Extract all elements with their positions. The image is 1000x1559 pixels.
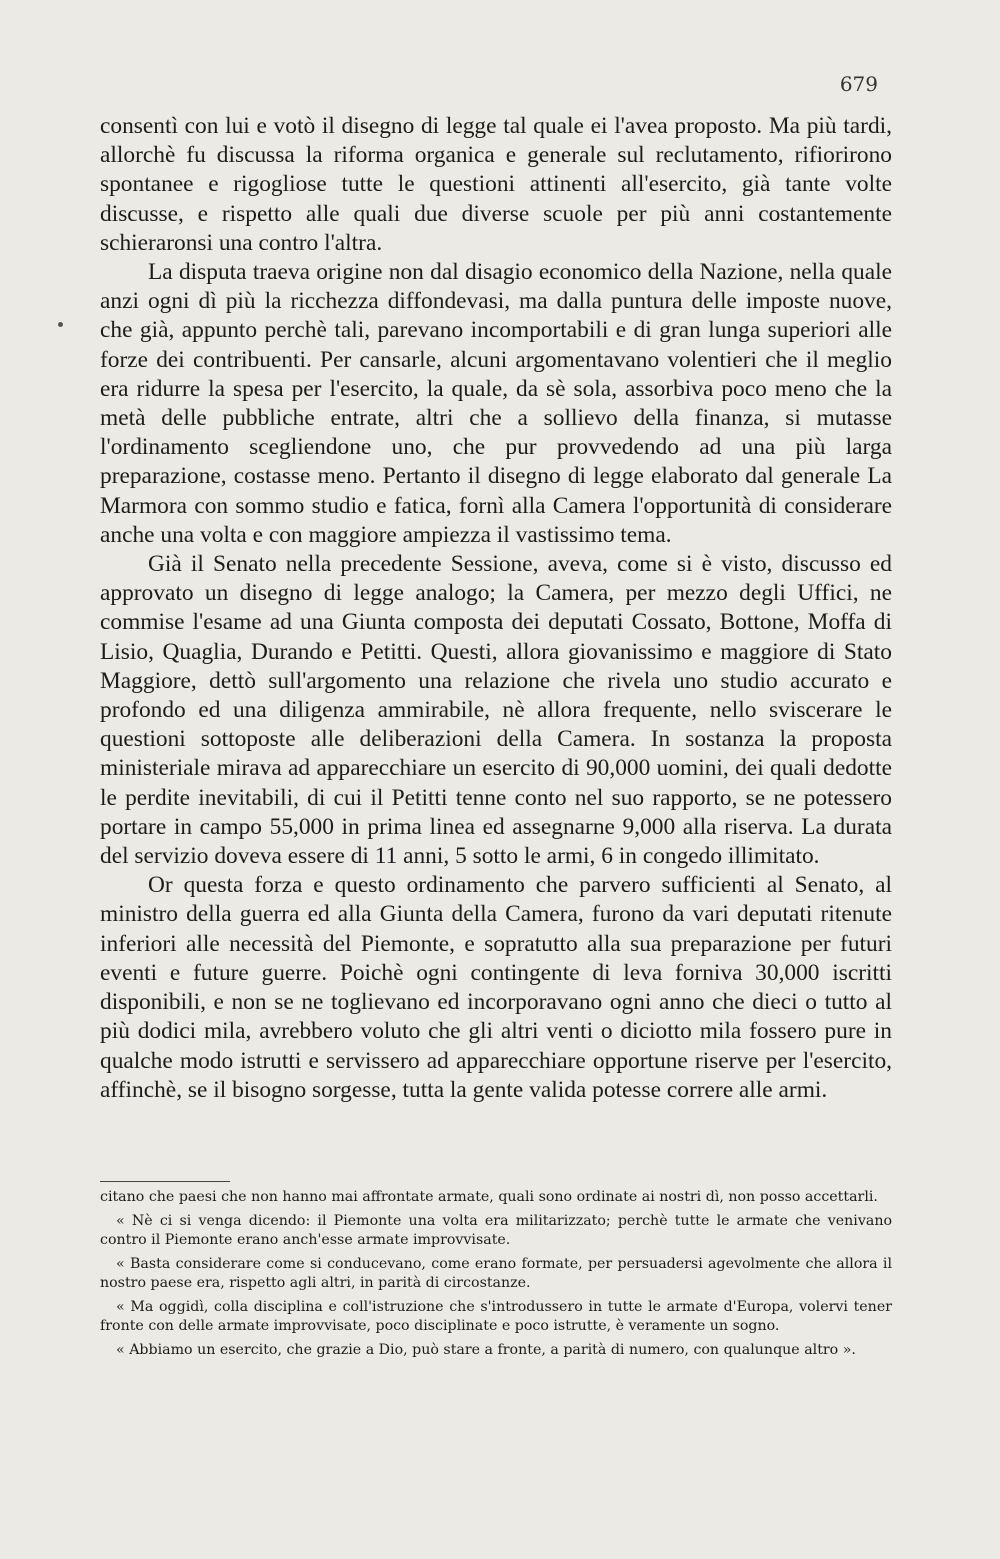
footnotes (100, 1188, 892, 1364)
footnote: citano che paesi che non hanno mai affrontate armate, quali sono ordinate ai nostri dì, non posso accettarli. (100, 1189, 878, 1205)
paragraph: La disputa traeva origine non dal disagio economico della Nazione, nella quale anzi ogni dì più la ricchezza diffondevasi, ma dalla puntura delle imposte nuove, che già, appunto perchè tali, parevano incomportabili e di gran lunga superiori alle forze dei contribuenti. Per cansarle, alcuni argomentavano volentieri che il meglio era ridurre la spesa per l'esercito, la quale, da sè sola, assorbiva poco meno che la metà delle pubbliche entrate, altri che a sollievo della finanza, si mutasse l'ordinamento scegliendone uno, che pur provvedendo ad una più larga preparazione, costasse meno. Pertanto il disegno di legge elaborato dal generale La Marmora con sommo studio e fatica, fornì alla Camera l'opportunità di considerare anche una volta e con maggiore ampiezza il vastissimo tema. (100, 259, 892, 548)
paragraph: Già il Senato nella precedente Sessione, aveva, come si è visto, discusso ed approvato un disegno di legge analogo; la Camera, per mezzo degli Uffici, ne commise l'esame ad una Giunta composta dei deputati Cossato, Bottone, Moffa di Lisio, Quaglia, Durando e Petitti. Questi, allora giovanissimo e maggiore di Stato Maggiore, dettò sull'argomento una relazione che rivela uno studio accurato e profondo ed una diligenza ammirabile, nè allora frequente, nello sviscerare le questioni sottoposte alle deliberazioni della Camera. In sostanza la proposta ministeriale mirava ad apparecchiare un esercito di 90,000 uomini, dei quali dedotte le perdite inevitabili, di cui il Petitti tenne conto nel suo rapporto, se ne potessero portare in campo 55,000 in prima linea ed assegnarne 9,000 alla riserva. La durata del servizio doveva essere di 11 anni, 5 sotto le armi, 6 in congedo illimitato. (100, 551, 892, 870)
paragraph: consentì con lui e votò il disegno di legge tal quale ei l'avea proposto. Ma più tardi, allorchè fu discussa la riforma organica e generale sul reclutamento, rifiorirono spontanee e rigogliose tutte le questioni attinenti all'esercito, già tante volte discusse, e rispetto alle quali due diverse scuole per più anni costantemente schieraronsi una contro l'altra. (100, 113, 892, 256)
footnote: « Basta considerare come si conducevano, come erano formate, per persuadersi agevolmente che allora il nostro paese era, rispetto agli altri, in parità di circostanze. (100, 1255, 892, 1291)
footnote: « Nè ci si venga dicendo: il Piemonte una volta era militarizzato; perchè tutte le armate che venivano contro il Piemonte erano anch'esse armate improvvisate. (100, 1212, 892, 1248)
margin-mark (58, 322, 63, 327)
paragraph: Or questa forza e questo ordinamento che parvero sufficienti al Senato, al ministro della guerra ed alla Giunta della Camera, furono da vari deputati ritenute inferiori alle necessità del Piemonte, e sopratutto alla sua preparazione per futuri eventi e future guerre. Poichè ogni contingente di leva forniva 30,000 iscritti disponibili, e non se ne toglievano ed incorporavano ogni anno che dieci o tutto al più dodici mila, avrebbero voluto che gli altri venti o diciotto mila fossero pure in qualche modo istrutti e servissero ad apparecchiare opportune riserve per l'esercito, affinchè, se il bisogno sorgesse, tutta la gente valida potesse correre alle armi. (100, 872, 892, 1103)
page-number: 679 (839, 72, 878, 96)
footnote: « Ma oggidì, colla disciplina e coll'istruzione che s'introdussero in tutte le armate d'Europa, volervi tener fronte con delle armate improvvisate, poco disciplinate e poco istrutte, è veramente un sogno. (100, 1298, 892, 1334)
main-text (100, 112, 892, 1105)
footnote-separator (100, 1181, 230, 1182)
footnote: « Abbiamo un esercito, che grazie a Dio, può stare a fronte, a parità di numero, con qualunque altro ». (116, 1341, 856, 1358)
